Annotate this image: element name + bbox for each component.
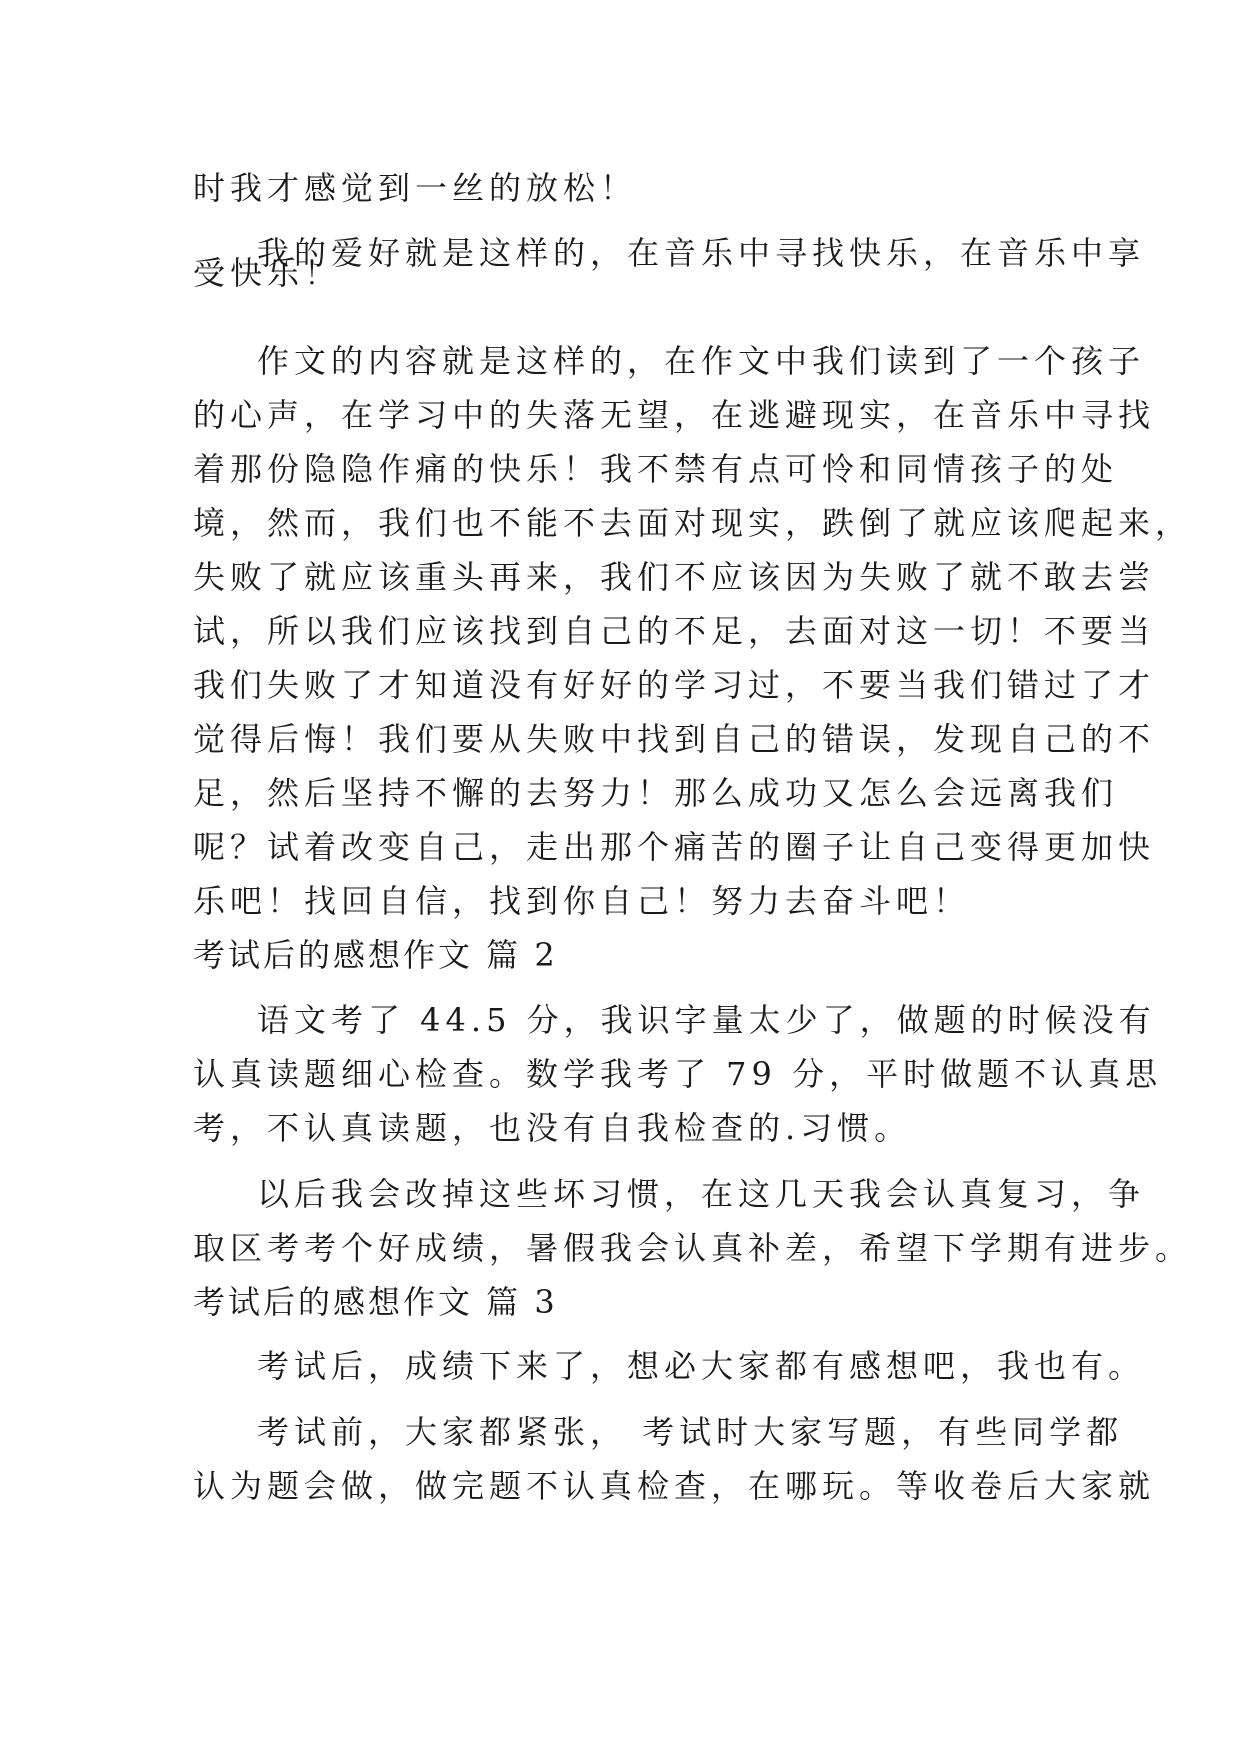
- paragraph-line: 考，不认真读题，也没有自我检查的.习惯。: [193, 1109, 912, 1147]
- paragraph-line: 失败了就应该重头再来，我们不应该因为失败了就不敢去尝: [193, 558, 1156, 596]
- paragraph-line: 我们失败了才知道没有好好的学习过，不要当我们错过了才: [193, 666, 1156, 704]
- section-heading: 考试后的感想作文 篇 3: [193, 1283, 558, 1321]
- paragraph-line: 觉得后悔！我们要从失败中找到自己的错误，发现自己的不: [193, 720, 1156, 758]
- paragraph-line: 考试前，大家都紧张， 考试时大家写题，有些同学都: [257, 1413, 1124, 1451]
- paragraph-line: 境，然而，我们也不能不去面对现实，跌倒了就应该爬起来，: [193, 504, 1193, 542]
- paragraph-line: 乐吧！找回自信，找到你自己！努力去奋斗吧！: [193, 882, 971, 920]
- paragraph-line: 考试后，成绩下来了，想必大家都有感想吧，我也有。: [257, 1347, 1146, 1385]
- paragraph-line: 以后我会改掉这些坏习惯，在这几天我会认真复习，争: [257, 1175, 1146, 1213]
- section-heading: 考试后的感想作文 篇 2: [193, 936, 558, 974]
- paragraph-line: 作文的内容就是这样的，在作文中我们读到了一个孩子: [257, 342, 1146, 380]
- paragraph-line: 时我才感觉到一丝的放松！: [193, 169, 638, 207]
- paragraph-line: 取区考考个好成绩，暑假我会认真补差，希望下学期有进步。: [193, 1229, 1193, 1267]
- paragraph-line: 语文考了 44.5 分，我识字量太少了，做题的时候没有: [257, 1001, 1156, 1039]
- paragraph-line: 我的爱好就是这样的，在音乐中寻找快乐，在音乐中享: [257, 234, 1146, 272]
- paragraph-line: 认为题会做，做完题不认真检查，在哪玩。等收卷后大家就: [193, 1467, 1156, 1505]
- paragraph-line: 认真读题细心检查。数学我考了 79 分，平时做题不认真思: [193, 1055, 1163, 1093]
- paragraph-line: 着那份隐隐作痛的快乐！我不禁有点可怜和同情孩子的处: [193, 450, 1119, 488]
- paragraph-line: 试，所以我们应该找到自己的不足，去面对这一切！不要当: [193, 612, 1156, 650]
- paragraph-line: 足，然后坚持不懈的去努力！那么成功又怎么会远离我们: [193, 774, 1119, 812]
- paragraph-line: 呢？试着改变自己，走出那个痛苦的圈子让自己变得更加快: [193, 828, 1156, 866]
- paragraph-line: 的心声，在学习中的失落无望，在逃避现实，在音乐中寻找: [193, 396, 1156, 434]
- paragraph-line: 受快乐！: [193, 254, 342, 292]
